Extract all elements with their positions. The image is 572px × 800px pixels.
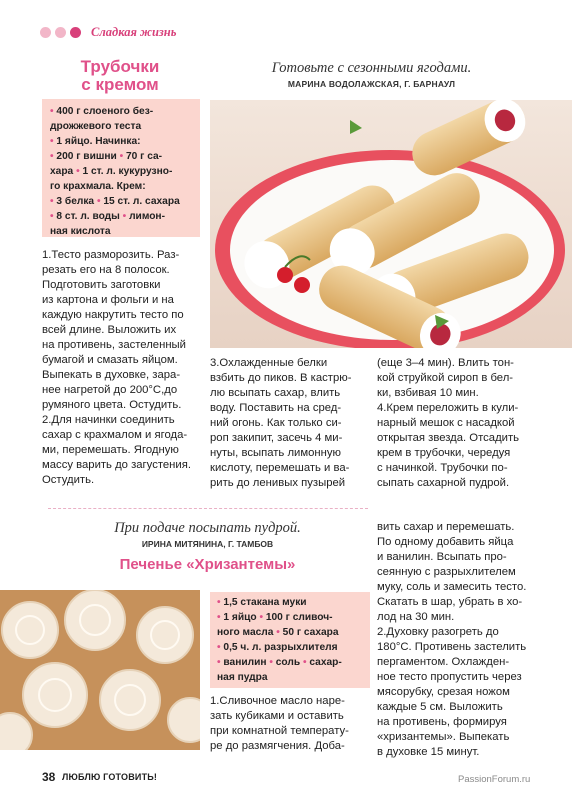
text-line: сахар с крахмалом и ягода- xyxy=(42,429,188,441)
ingredient-text: 15 ст. л. сахара xyxy=(103,196,180,207)
ingredient-line xyxy=(50,194,194,209)
chrysanthemum-cookies-photo xyxy=(0,590,200,750)
recipe1-ingredients-box xyxy=(42,99,200,237)
recipe1-steps-col2 xyxy=(210,356,370,491)
cream-rolls-photo xyxy=(210,100,572,348)
text-line: роп закипит, засечь 4 ми- xyxy=(210,432,343,444)
ingredient-line xyxy=(217,625,366,640)
text-line: нуты, всыпать лимонную xyxy=(210,447,342,459)
rubric-dots xyxy=(40,27,81,38)
text-line: (еще 3–4 мин). Влить тон- xyxy=(377,357,514,369)
text-line: 1.Сливочное масло наре- xyxy=(210,695,345,707)
text-line: румяного цвета. Остудить. xyxy=(42,399,182,411)
text-line: Остудить. xyxy=(42,474,95,486)
ingredient-text: 1 яйцо xyxy=(223,612,257,623)
ingredient-line xyxy=(217,610,366,625)
ingredient-line xyxy=(50,104,194,119)
text-line: мясорубку, срезая ножом xyxy=(377,686,510,698)
ingredient-line xyxy=(50,179,194,194)
text-line: лю всыпать сахар, влить xyxy=(210,387,341,399)
ingredient-text: 3 белка xyxy=(56,196,95,207)
dot-icon xyxy=(55,27,66,38)
bullet-icon: • xyxy=(217,657,224,668)
text-line: зать кубиками и оставить xyxy=(210,710,344,722)
text-line: каждую накрутить тесто по xyxy=(42,309,184,321)
text-line: ми, перемешать. Ягодную xyxy=(42,444,179,456)
text-line: 4.Крем переложить в кули- xyxy=(377,402,519,414)
text-line: на противень, формируя xyxy=(377,716,507,728)
ingredient-line xyxy=(50,224,194,239)
bullet-icon: • xyxy=(50,196,57,207)
ingredient-text: ная кислота xyxy=(50,226,111,237)
bullet-icon: • xyxy=(50,106,57,117)
bullet-icon: • xyxy=(50,211,57,222)
bullet-icon: • xyxy=(73,166,83,177)
ingredient-text: 1 ст. л. кукурузно- xyxy=(82,166,173,177)
ingredient-text: ная пудра xyxy=(217,672,268,683)
text-line: каждые 5 см. Выложить xyxy=(377,701,503,713)
bullet-icon: • xyxy=(50,151,57,162)
ingredient-text: го крахмала. Крем: xyxy=(50,181,146,192)
ingredient-text: 200 г вишни xyxy=(56,151,117,162)
ingredient-line xyxy=(217,595,366,610)
cookies-illustration xyxy=(0,590,200,750)
text-line: воду. Поставить на сред- xyxy=(210,402,342,414)
ingredient-line xyxy=(217,670,366,685)
text-line: вить сахар и перемешать. xyxy=(377,521,515,533)
rubric-label: Сладкая жизнь xyxy=(91,25,177,39)
bullet-icon: • xyxy=(116,151,126,162)
ingredient-text: ного масла xyxy=(217,627,274,638)
text-line: «хризантемы». Выпекать xyxy=(377,731,510,743)
ingredient-text: ванилин xyxy=(223,657,267,668)
text-line: нарный мешок с насадкой xyxy=(377,417,515,429)
bullet-icon: • xyxy=(217,597,224,608)
text-line: ное тесто пропустить через xyxy=(377,671,522,683)
cream-rolls-illustration xyxy=(210,100,572,348)
text-line: массу варить до загустения. xyxy=(42,459,191,471)
ingredient-text: 400 г слоеного без- xyxy=(56,106,154,117)
text-line: нее нагретой до 200°С,до xyxy=(42,384,178,396)
ingredient-line xyxy=(217,640,366,655)
text-line: муку, соль и замесить тесто. xyxy=(377,581,527,593)
ingredient-line xyxy=(50,134,194,149)
text-line: ний огонь. Как только си- xyxy=(210,417,342,429)
text-line: 1.Тесто разморозить. Раз- xyxy=(42,249,180,261)
text-line: резать его на 8 полосок. xyxy=(42,264,170,276)
recipe2-steps-col4 xyxy=(377,520,537,760)
text-line: 180°С. Противень застелить xyxy=(377,641,527,653)
text-line: и ванилин. Всыпать про- xyxy=(377,551,507,563)
text-line: в духовке 15 минут. xyxy=(377,746,480,758)
recipe1-steps-col1 xyxy=(42,248,202,488)
text-line: на противень, застеленный xyxy=(42,339,186,351)
text-line: при комнатной температу- xyxy=(210,725,349,737)
text-line: из картона и фольги и на xyxy=(42,294,174,306)
text-line: сеянную с разрыхлителем xyxy=(377,566,516,578)
bullet-icon: • xyxy=(256,612,266,623)
watermark: PassionForum.ru xyxy=(458,774,531,785)
recipe1-author: МАРИНА ВОДОЛАЖСКАЯ, Г. БАРНАУЛ xyxy=(287,79,456,89)
recipe2-author: ИРИНА МИТЯНИНА, Г. ТАМБОВ xyxy=(141,539,274,549)
text-line: Скатать в шар, убрать в хо- xyxy=(377,596,523,608)
bullet-icon: • xyxy=(300,657,310,668)
ingredient-line xyxy=(50,209,194,224)
bullet-icon: • xyxy=(119,211,130,222)
text-line: кой струйкой сироп в бел- xyxy=(377,372,514,384)
recipe2-steps-col5 xyxy=(210,694,370,754)
bullet-icon: • xyxy=(217,612,224,623)
ingredient-text: 0,5 ч. л. разрыхлителя xyxy=(223,642,338,653)
bullet-icon: • xyxy=(217,642,224,653)
text-line: Выпекать в духовке, зара- xyxy=(42,369,181,381)
bullet-icon: • xyxy=(273,627,283,638)
recipe2-title: Печенье «Хризантемы» xyxy=(119,556,296,573)
text-line: всей длине. Выложить их xyxy=(42,324,177,336)
text-line: ки, взбивая 10 мин. xyxy=(377,387,479,399)
text-line: пергаментом. Охлажден- xyxy=(377,656,510,668)
text-line: рить до ленивых пузырей xyxy=(210,477,346,489)
text-line: открытая звезда. Отсадить xyxy=(377,432,520,444)
recipe2-quote: При подаче посыпать пудрой. xyxy=(114,520,301,536)
page-number: 38 xyxy=(42,770,56,784)
text-line: 2.Для начинки соединить xyxy=(42,414,175,426)
magazine-name: ЛЮБЛЮ ГОТОВИТЬ! xyxy=(62,772,158,782)
text-line: бумагой и смазать яйцом. xyxy=(42,354,178,366)
dot-icon xyxy=(70,27,81,38)
text-line: с начинкой. Трубочки по- xyxy=(377,462,508,474)
ingredient-text: 100 г сливоч- xyxy=(265,612,333,623)
text-line: сыпать сахарной пудрой. xyxy=(377,477,510,489)
ingredient-text: дрожжевого теста xyxy=(50,121,142,132)
ingredient-text: 70 г са- xyxy=(125,151,163,162)
text-line: 3.Охлажденные белки xyxy=(210,357,328,369)
bullet-icon: • xyxy=(50,136,57,147)
ingredient-text: сахар- xyxy=(309,657,342,668)
ingredient-line xyxy=(217,655,366,670)
bullet-icon: • xyxy=(266,657,276,668)
recipe2-ingredients-box xyxy=(210,592,370,688)
text-line: кислоту, перемешать и ва- xyxy=(210,462,350,474)
text-line: ре до размягчения. Доба- xyxy=(210,740,345,752)
ingredient-text: 8 ст. л. воды xyxy=(56,211,120,222)
ingredient-text: 1 яйцо. Начинка: xyxy=(56,136,141,147)
recipe1-steps-col3 xyxy=(377,356,537,491)
ingredient-line xyxy=(50,149,194,164)
dot-icon xyxy=(40,27,51,38)
text-line: крем в трубочки, чередуя xyxy=(377,447,511,459)
ingredient-text: хара xyxy=(50,166,74,177)
recipe1-title xyxy=(45,58,195,94)
bullet-icon: • xyxy=(94,196,104,207)
section-divider xyxy=(48,508,368,509)
recipe1-title-line1: Трубочки xyxy=(80,57,160,76)
text-line: По одному добавить яйца xyxy=(377,536,514,548)
text-line: взбить до пиков. В кастрю- xyxy=(210,372,352,384)
ingredient-line xyxy=(50,164,194,179)
ingredient-line xyxy=(50,119,194,134)
ingredient-text: соль xyxy=(275,657,301,668)
text-line: Подготовить заготовки xyxy=(42,279,161,291)
ingredient-text: 50 г сахара xyxy=(282,627,339,638)
ingredient-text: 1,5 стакана муки xyxy=(223,597,307,608)
recipe1-quote: Готовьте с сезонными ягодами. xyxy=(271,60,472,76)
text-line: лод на 30 мин. xyxy=(377,611,455,623)
text-line: 2.Духовку разогреть до xyxy=(377,626,499,638)
recipe1-title-line2: с кремом xyxy=(81,75,159,94)
ingredient-text: лимон- xyxy=(129,211,165,222)
